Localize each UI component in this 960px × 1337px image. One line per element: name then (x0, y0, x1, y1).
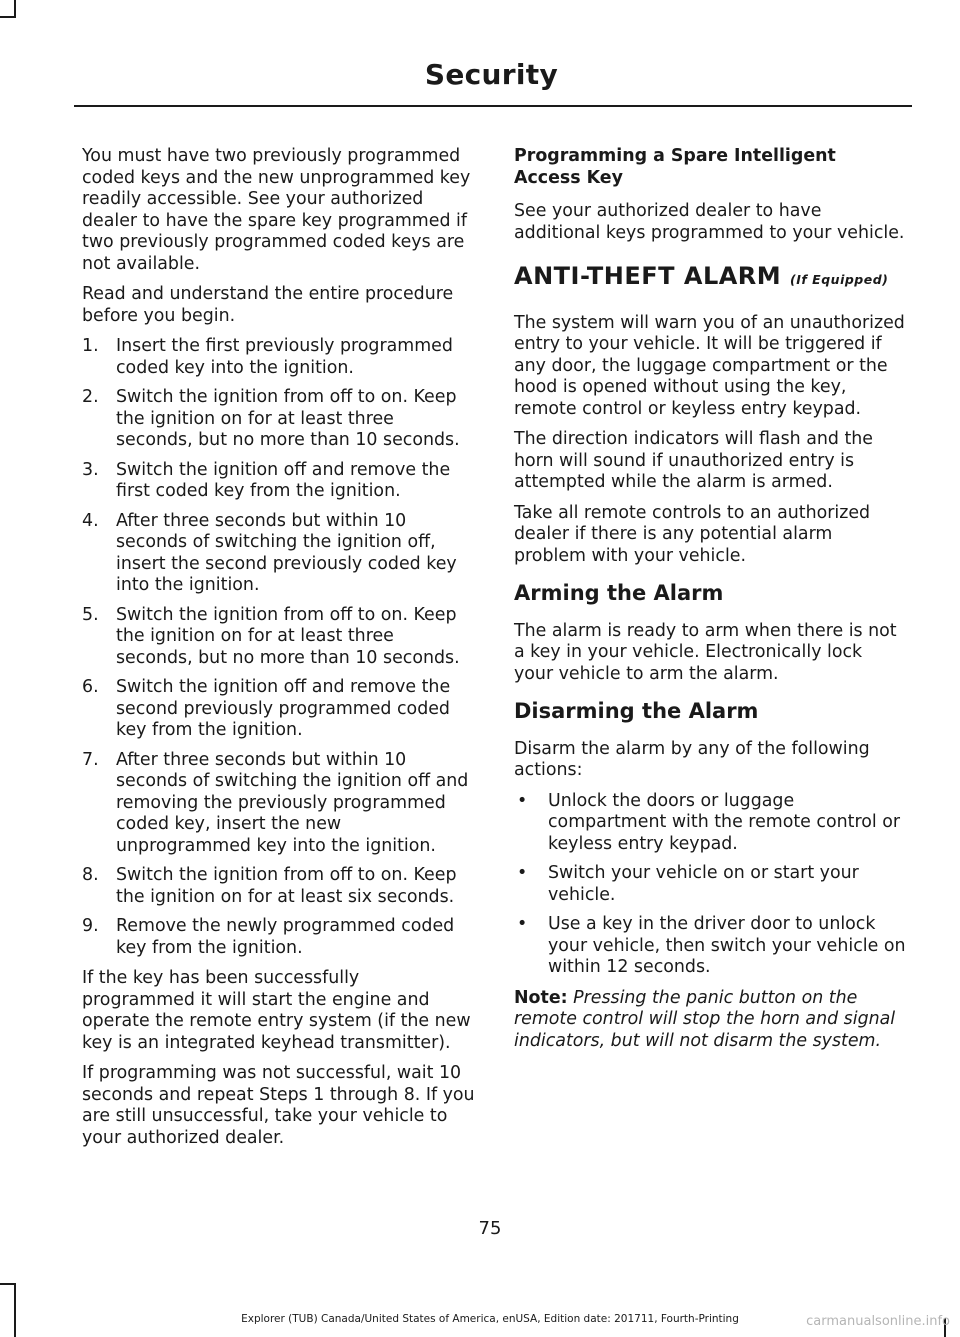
step-item (82, 677, 475, 742)
spare-key-paragraph: See your authorized dealer to have additional keys programmed to your vehicle. (514, 201, 905, 243)
step-number: 8. (82, 865, 99, 885)
success-paragraph: If the key has been successfully programmed it will start the engine and operate the remote entry system (if the new key is an integrated keyhead transmitter). (82, 968, 471, 1053)
step-item (82, 865, 475, 908)
read-first-paragraph: Read and understand the entire procedure before you begin. (82, 284, 454, 326)
footer-edition-text: Explorer (TUB) Canada/United States of America, enUSA, Edition date: 201711, Fourth-Printing (241, 1313, 739, 1325)
note-label: Note: (514, 987, 568, 1008)
list-item-text: Switch your vehicle on or start your vehicle. (548, 863, 859, 905)
list-item-text: Unlock the doors or luggage compartment with the remote control or keyless entry keypad. (548, 790, 900, 854)
right-column (514, 146, 906, 1061)
step-number: 7. (82, 749, 99, 770)
alarm-paragraph-2: The direction indicators will flash and the horn will sound if unauthorized entry is attempted while the alarm is armed. (514, 429, 874, 492)
programming-steps (82, 336, 475, 959)
arming-heading: Arming the Alarm (514, 581, 724, 605)
disarming-heading: Disarming the Alarm (514, 699, 759, 723)
spare-key-heading: Programming a Spare Intelligent Access Key (514, 146, 836, 188)
disarming-intro: Disarm the alarm by any of the following actions: (514, 738, 870, 780)
note-paragraph (514, 988, 906, 1053)
crop-mark-bottom-left-horizontal (0, 1283, 16, 1285)
step-text: Switch the ignition off and remove the first coded key from the ignition. (116, 459, 451, 501)
step-number: 5. (82, 604, 99, 625)
step-text: Remove the newly programmed coded key from the ignition. (116, 916, 455, 958)
alarm-paragraph-1: The system will warn you of an unauthorized entry to your vehicle. It will be triggered if any door, the luggage compartment or the hood is opened without using the key, remote control or keyless entry keypad. (514, 312, 905, 419)
list-item (514, 914, 906, 979)
failure-paragraph: If programming was not successful, wait 10 seconds and repeat Steps 1 through 8. If you are still unsuccessful, take your vehicle to your authorized dealer. (82, 1063, 475, 1148)
list-item-text: Use a key in the driver door to unlock your vehicle, then switch your vehicle on within 12 seconds. (548, 914, 906, 977)
step-item (82, 460, 475, 503)
step-item (82, 916, 475, 959)
step-text: Switch the ignition off and remove the second previously programmed coded key from the ignition. (116, 677, 451, 740)
page-number: 75 (478, 1218, 502, 1239)
bullet-marker: • (517, 863, 528, 883)
disarm-actions-list (514, 791, 906, 979)
crop-mark-top-left-horizontal (0, 16, 16, 18)
intro-paragraph: You must have two previously programmed coded keys and the new unprogrammed key readily accessible. See your authorized dealer to have the spare key programmed if two previously programmed coded keys are not available. (82, 146, 471, 274)
alarm-section-heading (514, 262, 906, 291)
step-text: Switch the ignition from off to on. Keep the ignition on for at least three seconds, but no more than 10 seconds. (116, 387, 460, 450)
list-item (514, 863, 906, 906)
step-text: Insert the first previously programmed coded key into the ignition. (116, 336, 453, 378)
page-title: Security (424, 58, 558, 91)
step-text: Switch the ignition from off to on. Keep the ignition on for at least three seconds, but no more than 10 seconds. (116, 604, 460, 668)
step-item (82, 511, 475, 597)
step-item (82, 336, 475, 379)
crop-mark-bottom-left (14, 1283, 16, 1337)
step-item (82, 750, 475, 858)
step-number: 4. (82, 510, 99, 531)
step-number: 2. (82, 387, 99, 407)
step-number: 6. (82, 677, 99, 697)
step-number: 9. (82, 916, 99, 936)
step-text: After three seconds but within 10 seconds of switching the ignition off, insert the second previously coded key into the ignition. (116, 510, 457, 595)
step-item (82, 605, 475, 670)
note-text: Pressing the panic button on the remote control will stop the horn and signal indicators, but will not disarm the system. (514, 987, 896, 1051)
step-number: 1. (82, 336, 99, 356)
alarm-heading-text: ANTI-THEFT ALARM (514, 262, 782, 290)
alarm-paragraph-3: Take all remote controls to an authorized dealer if there is any potential alarm problem with your vehicle. (514, 502, 871, 566)
step-number: 3. (82, 459, 99, 480)
alarm-condition: (If Equipped) (790, 272, 889, 287)
step-text: Switch the ignition from off to on. Keep the ignition on for at least six seconds. (116, 865, 457, 907)
arming-paragraph: The alarm is ready to arm when there is not a key in your vehicle. Electronically lock your vehicle to arm the alarm. (514, 620, 897, 684)
list-item (514, 791, 906, 856)
bullet-marker: • (517, 914, 528, 934)
left-column (82, 146, 475, 1158)
step-item (82, 387, 475, 452)
step-text: After three seconds but within 10 seconds of switching the ignition off and removing the previously programmed coded key, insert the new unprogrammed key into the ignition. (116, 749, 469, 856)
header-divider (74, 105, 912, 107)
watermark: carmanualsonline.info (806, 1314, 950, 1329)
bullet-marker: • (517, 790, 528, 811)
